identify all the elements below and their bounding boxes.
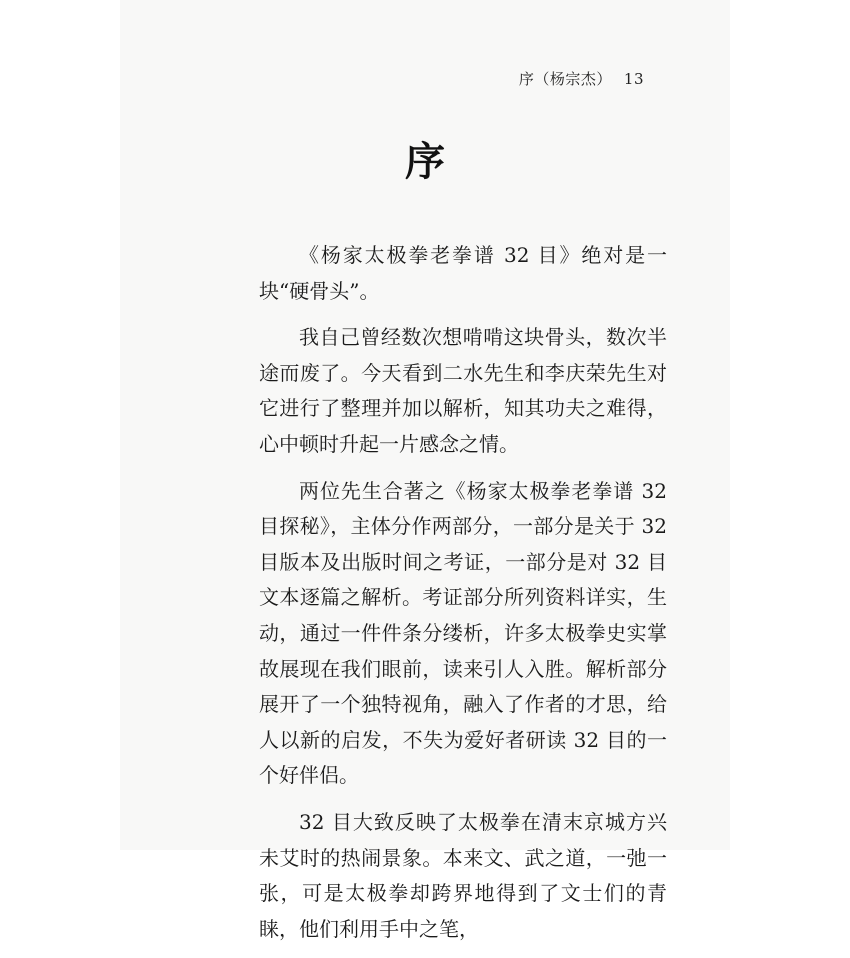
paragraph: 32 目大致反映了太极拳在清末京城方兴未艾时的热闹景象。本来文、武之道，一弛一张，可是太极拳却跨界地得到了文士们的青睐，他们利用手中之笔， <box>259 809 667 941</box>
header-page-number: 13 <box>623 70 644 88</box>
paragraph: 《杨家太极拳老拳谱 32 目》绝对是一块“硬骨头”。 <box>259 243 667 303</box>
paragraph: 两位先生合著之《杨家太极拳老拳谱 32 目探秘》，主体分作两部分，一部分是关于 32 目版本及出版时间之考证，一部分是对 32 目文本逐篇之解析。考证部分所列资料详实，生动，通过一件件条分缕析，许多太极拳史实掌故展现在我们眼前，读来引人入胜。解析部分展开了一个独特视角，融入了作者的才思，给人以新的启发，不失为爱好者研读 32 目的一个好伴侣。 <box>259 478 667 788</box>
page-title: 序 <box>405 139 445 185</box>
paragraph: 我自己曾经数次想啃啃这块骨头，数次半途而废了。今天看到二水先生和李庆荣先生对它进行了整理并加以解析，知其功夫之难得，心中顿时升起一片感念之情。 <box>259 325 667 456</box>
book-page <box>120 0 730 941</box>
header-section-title: 序（杨宗杰） <box>518 70 612 88</box>
body-text <box>259 238 667 958</box>
running-header <box>519 68 644 89</box>
